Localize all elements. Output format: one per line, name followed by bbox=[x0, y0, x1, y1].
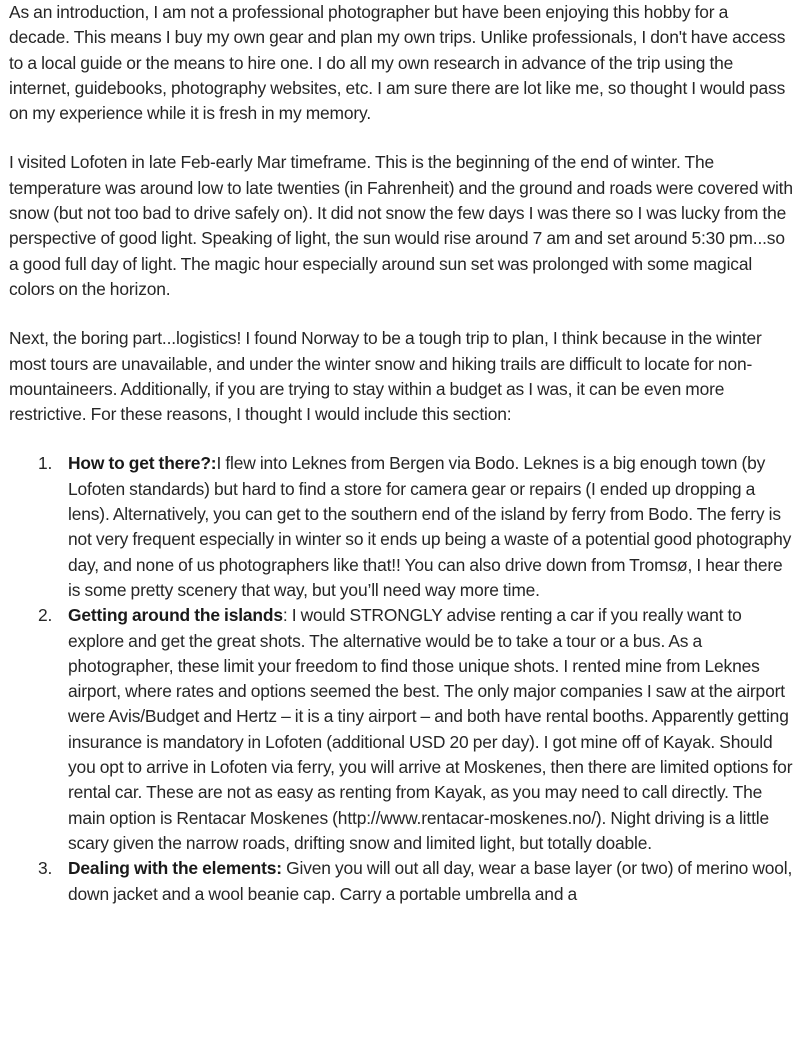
list-item bbox=[9, 451, 793, 603]
logistics-list bbox=[9, 451, 793, 906]
list-heading: Getting around the islands bbox=[68, 605, 283, 626]
list-text: I flew into Leknes from Bergen via Bodo. Leknes is a big enough town (by Lofoten standards) but hard to find a store for camera gear or repairs (I ended up dropping a lens). Alternatively, you can get to the southern end of the island by ferry from Bodo. The ferry is not very frequent especially in winter so it ends up being a waste of a potential good photography day, and none of us photographers like that!! You can also drive down from Tromsø, I hear there is some pretty scenery that way, but you’ll need way more time. bbox=[68, 453, 792, 600]
logistics-paragraph: Next, the boring part...logistics! I found Norway to be a tough trip to plan, I think because in the winter most tours are unavailable, and under the winter snow and hiking trails are difficult to locate for non-mountaineers. Additionally, if you are trying to stay within a budget as I was, it can be even more restrictive. For these reasons, I thought I would include this section: bbox=[9, 328, 762, 425]
list-item bbox=[9, 603, 793, 856]
visit-paragraph: I visited Lofoten in late Feb-early Mar timeframe. This is the beginning of the end of winter. The temperature was around low to late twenties (in Fahrenheit) and the ground and roads were covered with snow (but not too bad to drive safely on). It did not snow the few days I was there so I was lucky from the perspective of good light. Speaking of light, the sun would rise around 7 am and set around 5:30 pm...so a good full day of light. The magic hour especially around sun set was prolonged with some magical colors on the horizon. bbox=[9, 152, 793, 299]
list-number: 2. bbox=[38, 605, 53, 626]
list-number: 3. bbox=[38, 858, 53, 879]
list-number: 1. bbox=[38, 453, 53, 474]
list-heading: How to get there?: bbox=[68, 453, 217, 474]
intro-paragraph: As an introduction, I am not a professional photographer but have been enjoying this hobby for a decade. This means I buy my own gear and plan my own trips. Unlike professionals, I don't have access to a local guide or the means to hire one. I do all my own research in advance of the trip using the internet, guidebooks, photography websites, etc. I am sure there are lot like me, so thought I would pass on my experience while it is fresh in my memory. bbox=[9, 2, 786, 124]
document-body bbox=[9, 0, 793, 907]
list-heading: Dealing with the elements: bbox=[68, 858, 282, 879]
list-item bbox=[9, 856, 793, 907]
list-text: Given you will out all day, wear a base layer (or two) of merino wool, down jacket and a wool beanie cap. Carry a portable umbrella and a bbox=[68, 858, 793, 904]
list-text: : I would STRONGLY advise renting a car if you really want to explore and get the great shots. The alternative would be to take a tour or a bus. As a photographer, these limit your freedom to find those unique shots. I rented mine from Leknes airport, where rates and options seemed the best. The only major companies I saw at the airport were Avis/Budget and Hertz – it is a tiny airport – and both have rental booths. Apparently getting insurance is mandatory in Lofoten (additional USD 20 per day). I got mine off of Kayak. Should you opt to arrive in Lofoten via ferry, you will arrive at Moskenes, then there are limited options for rental car. These are not as easy as renting from Kayak, as you may need to call directly. The main option is Rentacar Moskenes (http://www.rentacar-moskenes.no/). Night driving is a little scary given the narrow roads, drifting snow and limited light, but totally doable. bbox=[68, 605, 793, 853]
